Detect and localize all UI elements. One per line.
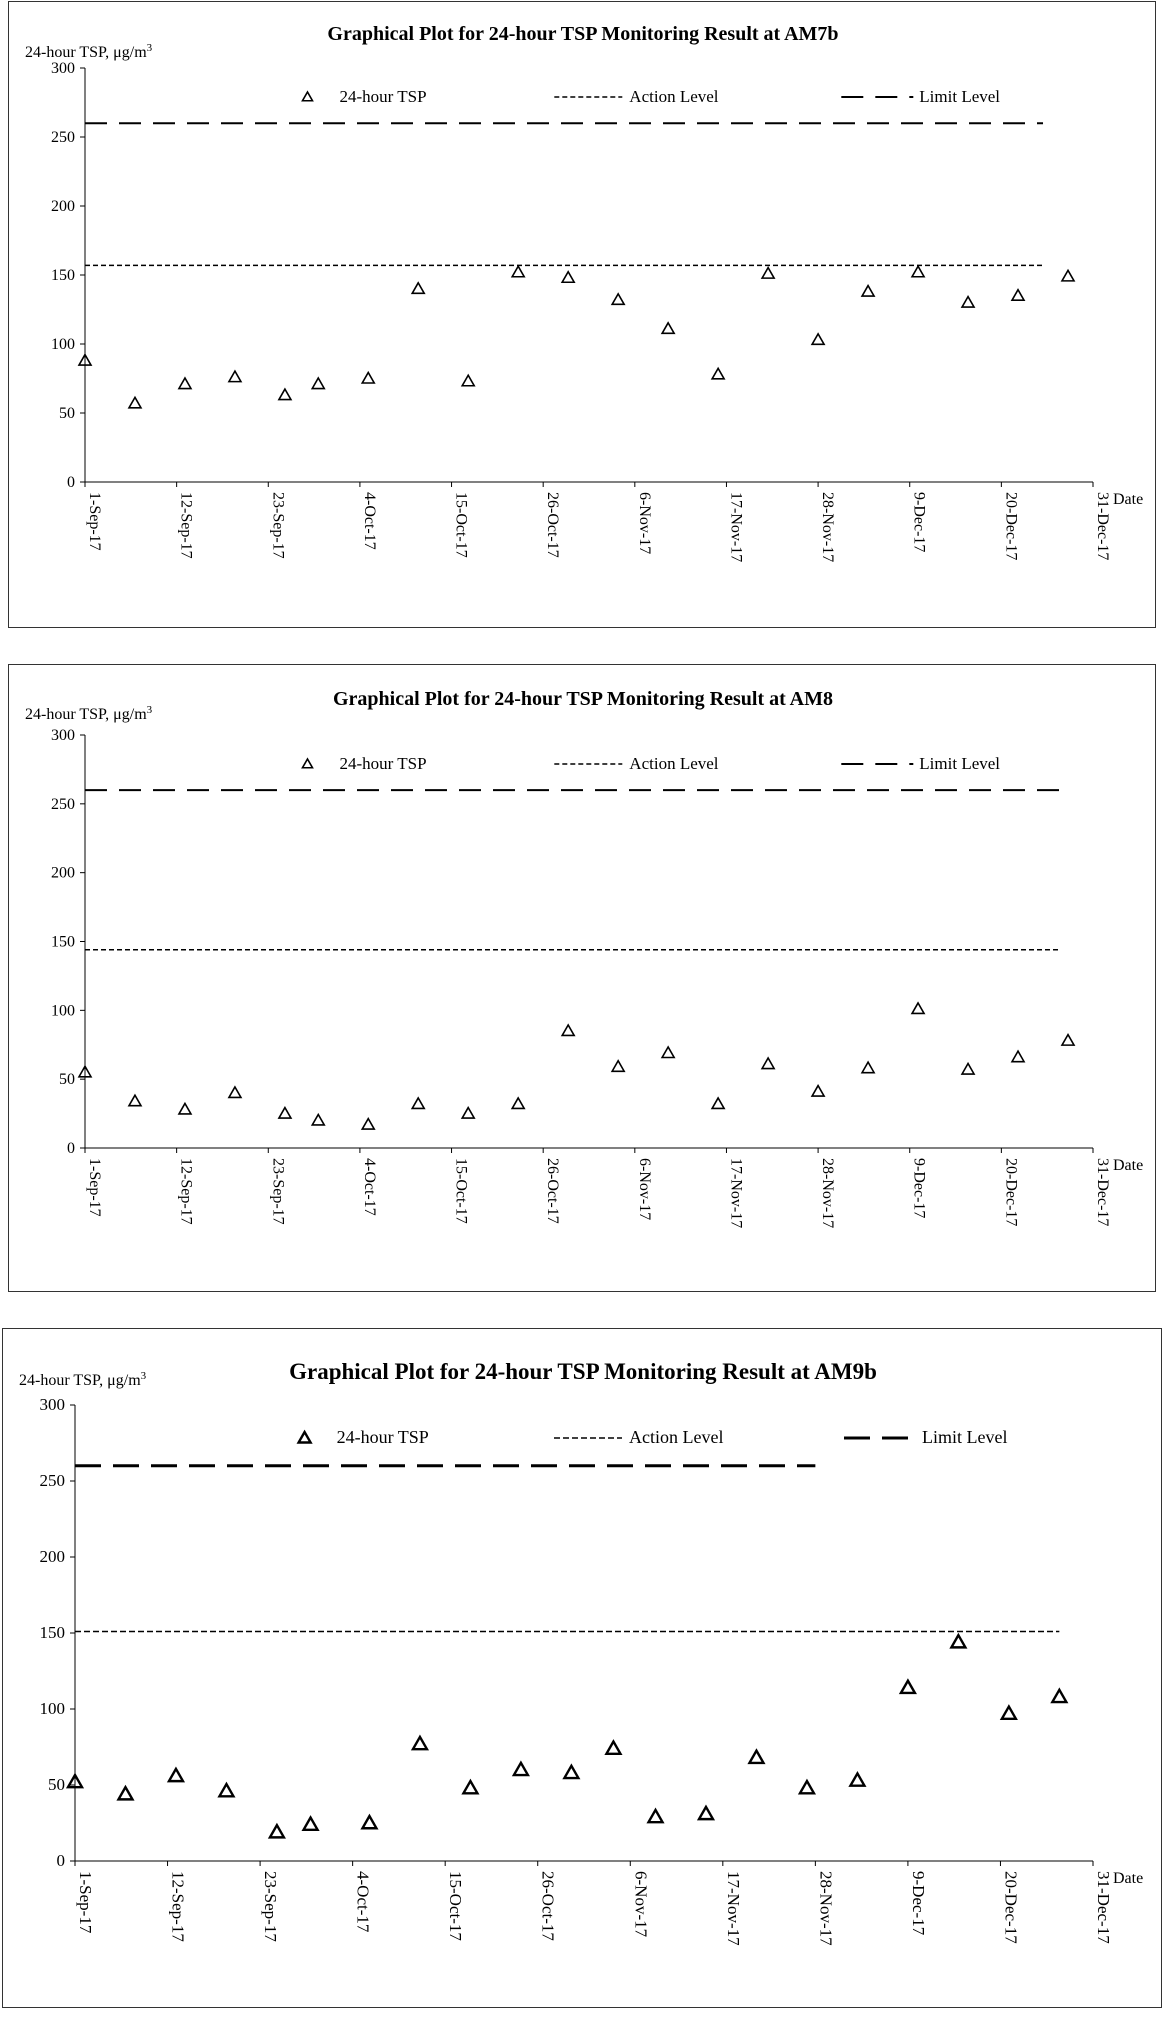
- data-point: [712, 1098, 724, 1109]
- y-tick-label: 200: [39, 1547, 65, 1566]
- data-point: [862, 1062, 874, 1073]
- y-tick-label: 200: [51, 864, 75, 882]
- y-tick-label: 50: [59, 405, 75, 422]
- data-point: [962, 1064, 974, 1075]
- data-point: [762, 268, 774, 279]
- data-point: [662, 323, 674, 334]
- y-tick-label: 250: [51, 795, 75, 813]
- y-tick-label: 200: [51, 198, 75, 215]
- y-tick-label: 50: [59, 1071, 75, 1089]
- chart-title: Graphical Plot for 24-hour TSP Monitoring Result at AM9b: [289, 1359, 877, 1384]
- data-point: [412, 283, 424, 294]
- data-point: [463, 1781, 477, 1793]
- data-point: [462, 375, 474, 386]
- x-axis-label: Date: [1113, 1157, 1144, 1174]
- y-axis-label: 24-hour TSP, $\mu g/m^3$: [25, 704, 153, 723]
- y-tick-label: 100: [39, 1699, 65, 1718]
- chart-am7b: [9, 2, 1157, 629]
- x-tick-label: 15-Oct-17: [452, 492, 470, 558]
- x-axis-label: Date: [1113, 1870, 1144, 1887]
- data-point: [118, 1787, 132, 1799]
- data-point: [612, 294, 624, 305]
- data-point: [229, 371, 241, 382]
- data-point: [413, 1737, 427, 1749]
- x-tick-label: 17-Nov-17: [727, 1158, 745, 1229]
- legend-limit-label: Limit Level: [919, 87, 1001, 106]
- x-tick-label: 28-Nov-17: [819, 1158, 837, 1229]
- x-tick-label: 9-Dec-17: [910, 1158, 928, 1219]
- data-point: [270, 1825, 284, 1837]
- legend-tsp-marker: [299, 1432, 311, 1443]
- x-tick-label: 31-Dec-17: [1094, 492, 1111, 561]
- chart-panel-am8: [8, 664, 1156, 1292]
- y-tick-label: 100: [51, 336, 75, 353]
- data-point: [169, 1769, 183, 1781]
- chart-panel-am9b: [2, 1328, 1162, 2008]
- x-tick-label: 4-Oct-17: [353, 1871, 373, 1933]
- x-tick-label: 17-Nov-17: [723, 1871, 743, 1946]
- legend-tsp-marker: [302, 92, 312, 101]
- y-tick-label: 150: [51, 267, 75, 284]
- y-tick-label: 0: [67, 1140, 75, 1157]
- y-axis-label: 24-hour TSP, $\mu g/m^3$: [19, 1370, 147, 1389]
- data-point: [912, 266, 924, 277]
- data-point: [1002, 1707, 1016, 1719]
- x-tick-label: 9-Dec-17: [908, 1871, 928, 1936]
- data-point: [800, 1781, 814, 1793]
- chart-title: Graphical Plot for 24-hour TSP Monitoring Result at AM7b: [327, 23, 839, 45]
- data-point: [812, 1086, 824, 1097]
- x-tick-label: 6-Nov-17: [631, 1871, 651, 1938]
- data-point: [962, 297, 974, 308]
- x-axis-label: Date: [1113, 491, 1144, 508]
- x-tick-label: 4-Oct-17: [360, 492, 378, 550]
- x-tick-label: 23-Sep-17: [269, 1158, 287, 1225]
- data-point: [279, 1108, 291, 1119]
- x-tick-label: 6-Nov-17: [635, 1158, 653, 1221]
- y-tick-label: 150: [39, 1623, 65, 1642]
- y-tick-label: 300: [51, 60, 75, 77]
- data-point: [850, 1773, 864, 1785]
- data-point: [129, 397, 141, 408]
- data-point: [562, 272, 574, 283]
- data-point: [362, 1816, 376, 1828]
- chart-am8: [9, 665, 1157, 1293]
- x-tick-label: 31-Dec-17: [1094, 1158, 1111, 1227]
- x-tick-label: 15-Oct-17: [452, 1158, 470, 1224]
- x-tick-label: 15-Oct-17: [446, 1871, 466, 1941]
- data-point: [812, 334, 824, 345]
- data-point: [229, 1087, 241, 1098]
- x-tick-label: 26-Oct-17: [538, 1871, 558, 1941]
- x-tick-label: 20-Dec-17: [1002, 492, 1020, 561]
- legend-action-label: Action Level: [629, 754, 719, 773]
- x-tick-label: 28-Nov-17: [816, 1871, 836, 1946]
- data-point: [279, 389, 291, 400]
- x-tick-label: 12-Sep-17: [168, 1871, 188, 1942]
- data-point: [462, 1108, 474, 1119]
- x-tick-label: 20-Dec-17: [1002, 1158, 1020, 1227]
- data-point: [912, 1003, 924, 1014]
- data-point: [312, 378, 324, 389]
- data-point: [179, 1103, 191, 1114]
- x-tick-label: 26-Oct-17: [544, 1158, 562, 1224]
- data-point: [951, 1635, 965, 1647]
- y-tick-label: 250: [51, 129, 75, 146]
- legend-limit-label: Limit Level: [919, 754, 1001, 773]
- x-tick-label: 17-Nov-17: [727, 492, 745, 563]
- data-point: [762, 1058, 774, 1069]
- data-point: [304, 1818, 318, 1830]
- data-point: [901, 1681, 915, 1693]
- data-point: [362, 1119, 374, 1130]
- x-tick-label: 6-Nov-17: [635, 492, 653, 555]
- y-tick-label: 0: [67, 474, 75, 491]
- data-point: [699, 1807, 713, 1819]
- legend-tsp-label: 24-hour TSP: [339, 754, 427, 773]
- legend-tsp-label: 24-hour TSP: [339, 87, 427, 106]
- data-point: [612, 1061, 624, 1072]
- data-point: [606, 1742, 620, 1754]
- x-tick-label: 1-Sep-17: [86, 1158, 103, 1217]
- x-tick-label: 12-Sep-17: [177, 492, 195, 559]
- y-tick-label: 300: [39, 1395, 65, 1414]
- y-tick-label: 50: [48, 1775, 65, 1794]
- data-point: [712, 368, 724, 379]
- y-tick-label: 0: [56, 1851, 65, 1870]
- data-point: [512, 1098, 524, 1109]
- x-tick-label: 9-Dec-17: [910, 492, 928, 553]
- legend-action-label: Action Level: [629, 1427, 724, 1447]
- data-point: [312, 1114, 324, 1125]
- data-point: [1012, 1051, 1024, 1062]
- x-tick-label: 26-Oct-17: [544, 492, 562, 558]
- x-tick-label: 1-Sep-17: [76, 1871, 95, 1934]
- y-axis-label: 24-hour TSP, $\mu g/m^3$: [25, 42, 153, 61]
- data-point: [649, 1810, 663, 1822]
- y-tick-label: 150: [51, 933, 75, 951]
- data-point: [514, 1763, 528, 1775]
- data-point: [1052, 1690, 1066, 1702]
- data-point: [564, 1766, 578, 1778]
- legend-limit-label: Limit Level: [922, 1427, 1008, 1447]
- chart-am9b: [3, 1329, 1163, 2009]
- y-tick-label: 100: [51, 1002, 75, 1020]
- x-tick-label: 23-Sep-17: [261, 1871, 281, 1942]
- legend-tsp-label: 24-hour TSP: [336, 1427, 429, 1447]
- data-point: [749, 1751, 763, 1763]
- x-tick-label: 28-Nov-17: [819, 492, 837, 563]
- x-tick-label: 1-Sep-17: [86, 492, 103, 551]
- data-point: [412, 1098, 424, 1109]
- data-point: [362, 373, 374, 384]
- data-point: [1062, 1035, 1074, 1046]
- x-tick-label: 12-Sep-17: [177, 1158, 195, 1225]
- data-point: [179, 378, 191, 389]
- legend-tsp-marker: [302, 759, 312, 768]
- x-tick-label: 31-Dec-17: [1094, 1871, 1113, 1944]
- data-point: [1012, 290, 1024, 301]
- data-point: [219, 1784, 233, 1796]
- data-point: [512, 266, 524, 277]
- data-point: [1062, 270, 1074, 281]
- y-tick-label: 250: [39, 1471, 65, 1490]
- data-point: [862, 286, 874, 297]
- chart-title: Graphical Plot for 24-hour TSP Monitoring Result at AM8: [332, 688, 834, 710]
- x-tick-label: 23-Sep-17: [269, 492, 287, 559]
- data-point: [129, 1095, 141, 1106]
- data-point: [662, 1047, 674, 1058]
- chart-panel-am7b: [8, 1, 1156, 628]
- data-point: [562, 1025, 574, 1036]
- x-tick-label: 4-Oct-17: [360, 1158, 378, 1216]
- x-tick-label: 20-Dec-17: [1001, 1871, 1021, 1944]
- y-tick-label: 300: [51, 727, 75, 744]
- legend-action-label: Action Level: [629, 87, 719, 106]
